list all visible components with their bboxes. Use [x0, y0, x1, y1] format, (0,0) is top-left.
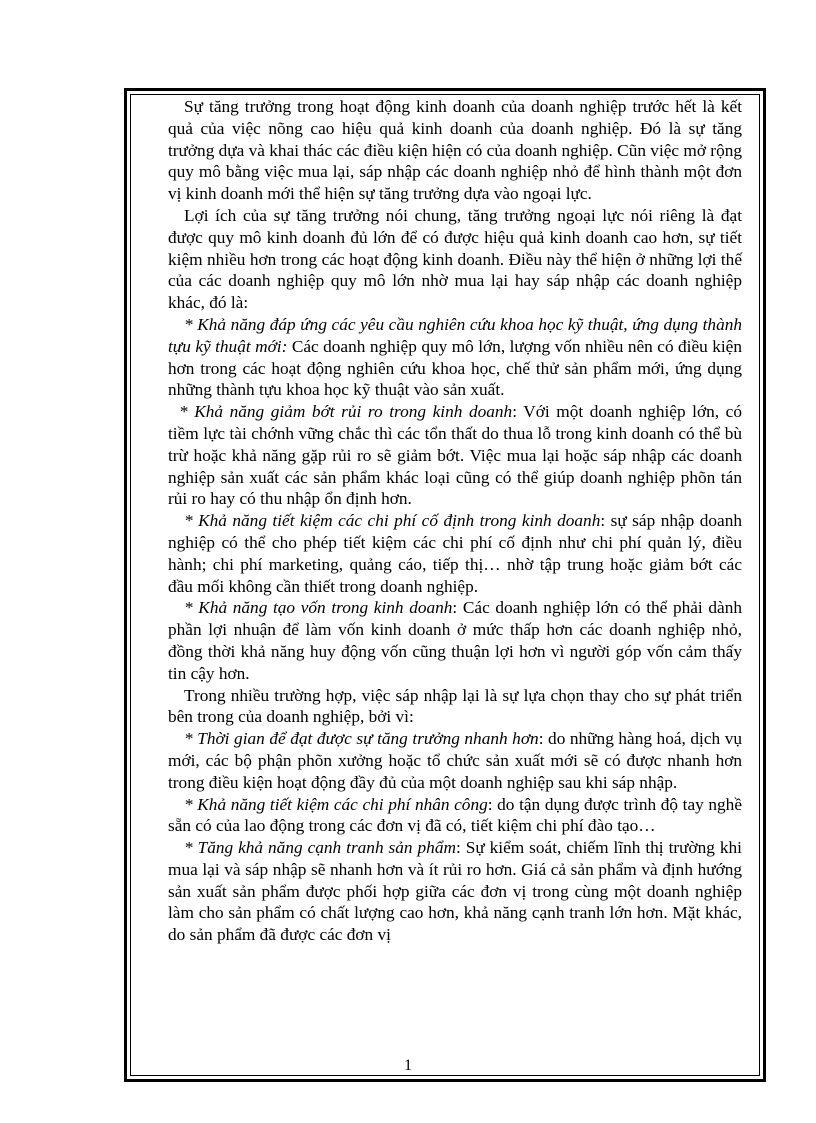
bullet-lead: * Khả năng tạo vốn trong kinh doanh [184, 598, 453, 618]
paragraph [168, 96, 742, 205]
paragraph-text: Sự tăng trưởng trong hoạt động kinh doanh của doanh nghiệp trước hết là kết quả của việc nõng cao hiệu quả kinh doanh của doanh nghiệp. Đó là sự tăng trưởng dựa và khai thác các điều kiện hiện có của doanh nghiệp. Cũn việc mở rộng quy mô bằng việc mua lại, sáp nhập các doanh nghiệp nhỏ để hình thành một đơn vị kinh doanh mới thể hiện sự tăng trưởng dựa vào ngoại lực. [168, 97, 742, 204]
bullet-text: : Các doanh nghiệp lớn có thể phải dành phần lợi nhuận để làm vốn kinh doanh ở mức thấp hơn các doanh nghiệp nhỏ, đồng thời khả năng huy động vốn cũng thuận lợi hơn vì người góp vốn cảm thấy tin cậy hơn. [168, 598, 742, 683]
page-number: 1 [404, 1057, 412, 1074]
document-body [168, 96, 742, 946]
paragraph [168, 205, 742, 314]
bullet-lead: * Khả năng đáp ứng các yêu cầu nghiên cứu khoa học kỹ thuật, ứng dụng thành tựu kỹ thuật mới: [168, 314, 742, 356]
paragraph-text: Lợi ích của sự tăng trưởng nói chung, tăng trưởng ngoại lực nói riêng là đạt được quy mô kinh doanh đủ lớn để có được hiệu quả kinh doanh cao hơn, sự tiết kiệm nhiều hơn trong các hoạt động kinh doanh. Điều này thể hiện ở những lợi thế của các doanh nghiệp quy mô lớn nhờ mua lại hay sáp nhập các doanh nghiệp khác, đó là: [168, 205, 742, 313]
bullet-lead: * Khả năng tiết kiệm các chi phí nhân công [184, 794, 488, 814]
bullet-text: : do tận dụng được trình độ tay nghề sẵn có của lao động trong các đơn vị đã có, tiết kiệm chi phí đào tạo… [168, 794, 742, 836]
bullet-lead: * Khả năng giảm bớt rủi ro trong kinh doanh [179, 402, 513, 422]
bullet-paragraph [168, 597, 742, 684]
bullet-paragraph [168, 510, 742, 597]
bullet-paragraph [168, 837, 742, 946]
bullet-text: Các doanh nghiệp quy mô lớn, lượng vốn nhiều nên có điều kiện hơn trong các hoạt động nghiên cứu khoa học, chế thử sản phẩm mới, ứng dụng những thành tựu khoa học kỹ thuật vào sản xuất. [168, 336, 742, 400]
bullet-lead: * Tăng khả năng cạnh tranh sản phẩm [184, 838, 456, 858]
bullet-paragraph [168, 728, 742, 793]
bullet-lead: * Khả năng tiết kiệm các chi phí cố định trong kinh doanh [184, 511, 601, 531]
bullet-paragraph [168, 401, 742, 510]
bullet-text: : sự sáp nhập doanh nghiệp có thể cho phép tiết kiệm các chi phí cố định như chi phí quản lý, điều hành; chi phí marketing, quảng cáo, tiếp thị… nhờ tập trung hoặc giảm bớt các đầu mối không cần thiết trong doanh nghiệp. [168, 511, 742, 596]
paragraph [168, 685, 742, 729]
bullet-paragraph [168, 314, 742, 401]
bullet-lead: * Thời gian để đạt được sự tăng trưởng nhanh hơn [184, 729, 539, 749]
bullet-paragraph [168, 794, 742, 838]
bullet-text: : do những hàng hoá, dịch vụ mới, các bộ phận phõn xưởng hoặc tổ chức sản xuất mới sẽ có được nhanh hơn trong điều kiện hoạt động đầy đủ của một doanh nghiệp sau khi sáp nhập. [168, 729, 742, 792]
bullet-text: : Sự kiểm soát, chiếm lĩnh thị trường khi mua lại và sáp nhập sẽ nhanh hơn và ít rủi ro hơn. Giá cả sản phẩm và định hướng sản xuất sản phẩm được phối hợp giữa các đơn vị trong cùng một doanh nghiệp làm cho sản phẩm có chất lượng cao hơn, khả năng cạnh tranh lớn hơn. Mặt khác, do sản phẩm đã được các đơn vị [168, 838, 742, 945]
bullet-text: : Với một doanh nghiệp lớn, có tiềm lực tài chớnh vững chắc thì các tổn thất do thua lỗ trong kinh doanh có thể bù trừ hoặc khả năng gặp rủi ro sẽ giảm bớt. Việc mua lại hoặc sáp nhập các doanh nghiệp sản xuất các sản phẩm khác loại cũng có thể giúp doanh nghiệp phõn tán rủi ro hay có thu nhập ổn định hơn. [168, 402, 742, 509]
paragraph-text: Trong nhiều trường hợp, việc sáp nhập lại là sự lựa chọn thay cho sự phát triển bên trong của doanh nghiệp, bởi vì: [168, 685, 742, 727]
